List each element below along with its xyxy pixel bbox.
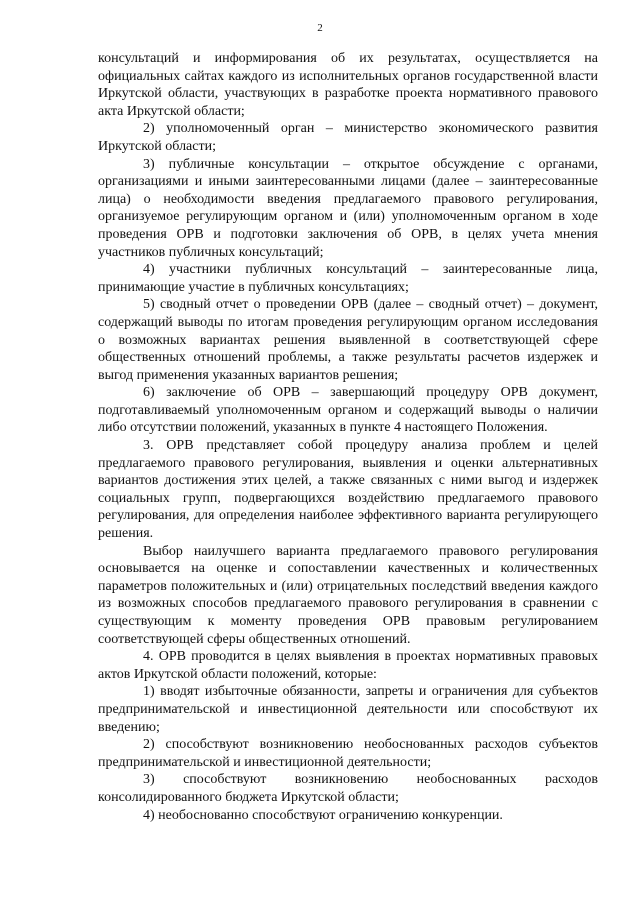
paragraph-item-3: 3) публичные консультации – открытое обсуждение с органами, организациями и иными заинтересованными лицами (далее – заинтересованные лица) о необходимости введения предлагаемого правового регулирования, организуемое регулирующим органом и (или) уполномоченным органом в ходе проведения ОРВ и подготовки заключения об ОРВ, в целях учета мнения участников публичных консультаций;: [98, 156, 598, 260]
paragraph-item-4: 4) участники публичных консультаций – заинтересованные лица, принимающие участие в публичных консультациях;: [98, 262, 598, 295]
paragraph-list-1: 1) вводят избыточные обязанности, запреты и ограничения для субъектов предпринимательской и инвестиционной деятельности или способствуют их введению;: [98, 684, 598, 735]
paragraph-item-5: 5) сводный отчет о проведении ОРВ (далее – сводный отчет) – документ, содержащий выводы по итогам проведения регулирующим органом исследования о возможных вариантах решения выявленной в соответствующей сфере общественных отношений проблемы, а также результаты расчетов издержек и выгод применения указанных вариантов решения;: [98, 297, 598, 383]
paragraph-item-6: 6) заключение об ОРВ – завершающий процедуру ОРВ документ, подготавливаемый уполномоченным органом и содержащий выводы о наличии либо отсутствии положений, указанных в пункте 4 настоящего Положения.: [98, 385, 598, 436]
paragraph-list-3: 3) способствуют возникновению необоснованных расходов консолидированного бюджета Иркутской области;: [98, 772, 598, 805]
paragraph-continuation: консультаций и информирования об их результатах, осуществляется на официальных сайтах каждого из исполнительных органов государственной власти Иркутской области, участвующих в разработке проекта нормативного правового акта Иркутской области;: [98, 51, 598, 119]
paragraph-choice: Выбор наилучшего варианта предлагаемого правового регулирования основывается на оценке и сопоставлении качественных и количественных параметров положительных и (или) отрицательных последствий введения каждого из возможных способов предлагаемого правового регулирования в сравнении с существующим к моменту проведения ОРВ правовым регулированием соответствующей сферы общественных отношений.: [98, 543, 598, 647]
paragraph-item-2: 2) уполномоченный орган – министерство экономического развития Иркутской области;: [98, 121, 598, 154]
paragraph-list-2: 2) способствуют возникновению необоснованных расходов субъектов предпринимательской и инвестиционной деятельности;: [98, 737, 598, 770]
paragraph-list-4: 4) необоснованно способствуют ограничению конкуренции.: [143, 807, 503, 823]
document-body: [98, 50, 598, 824]
page-number: 2: [317, 22, 323, 34]
paragraph-section-3: 3. ОРВ представляет собой процедуру анализа проблем и целей предлагаемого правового регулирования, выявления и оценки альтернативных вариантов достижения этих целей, а также связанных с ними выгод и издержек социальных групп, подвергающихся воздействию предлагаемого правового регулирования, для определения наиболее эффективного варианта регулирующего решения.: [98, 438, 598, 542]
paragraph-section-4: 4. ОРВ проводится в целях выявления в проектах нормативных правовых актов Иркутской области положений, которые:: [98, 649, 598, 682]
